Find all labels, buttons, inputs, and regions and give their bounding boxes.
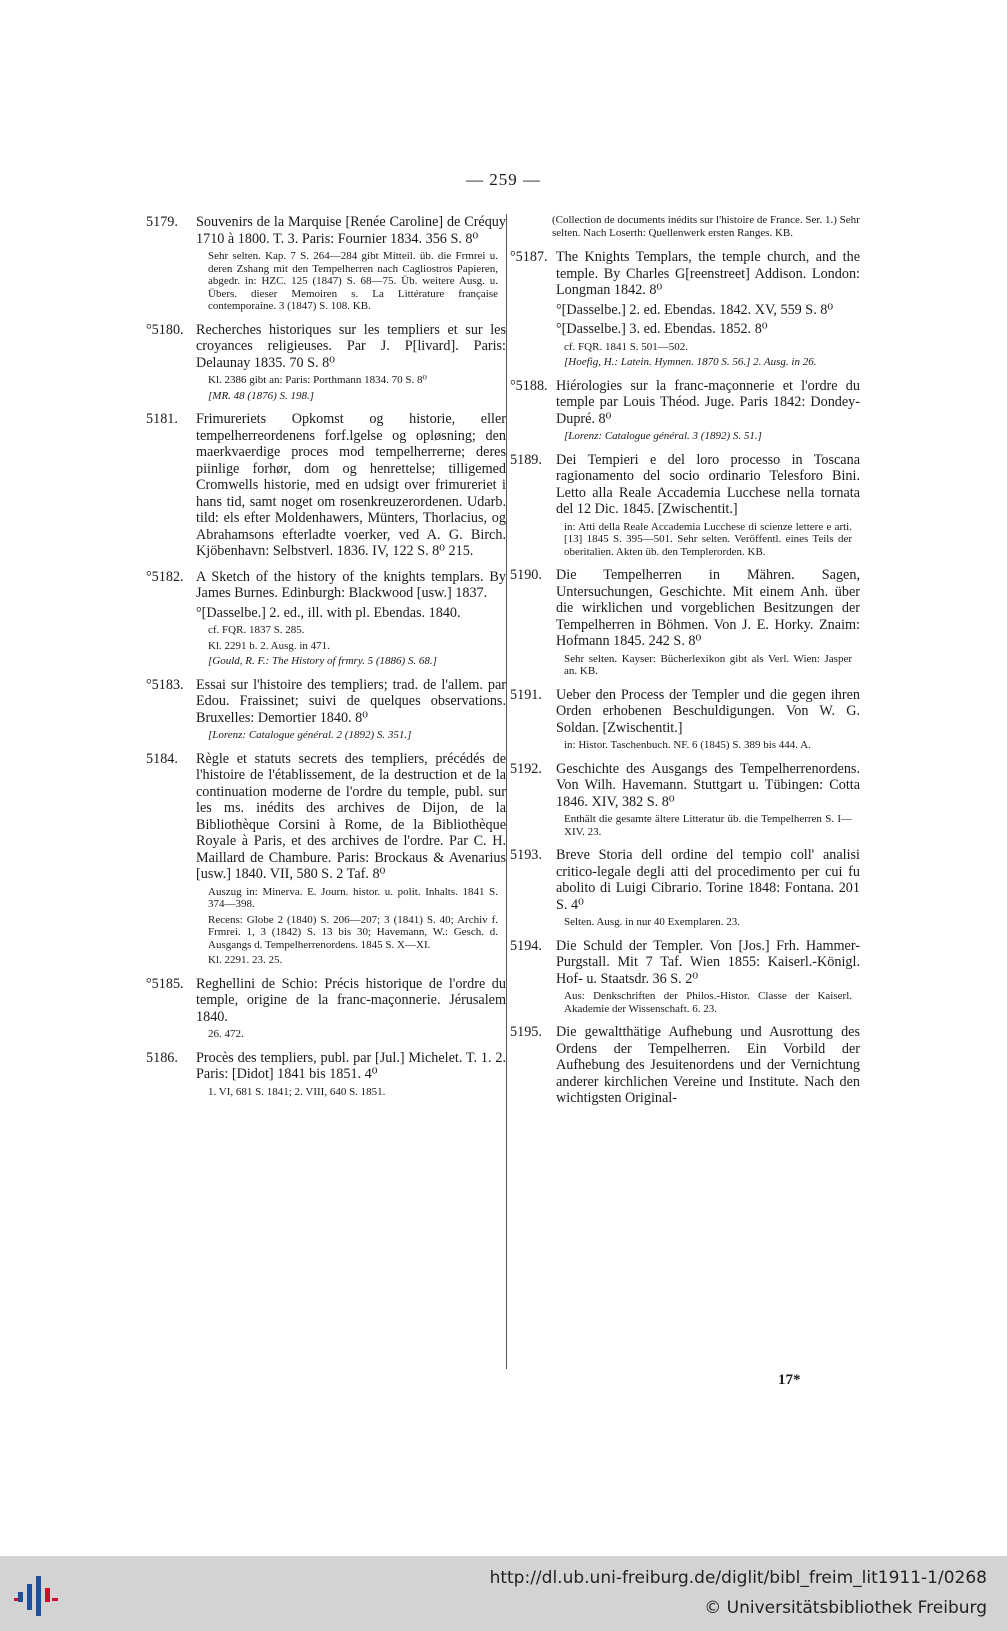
entry-number: 5191. [510,686,542,703]
bibliography-entry [148,1050,506,1099]
entry-number: °5185. [146,975,184,992]
bibliography-entry [148,569,506,668]
entry-edition: °[Dasselbe.] 3. ed. Ebendas. 1852. 8⁰ [556,321,768,337]
entry-number: °5180. [146,321,184,338]
bibliography-entry [512,687,860,752]
bibliography-entry [148,751,506,967]
entry-number: 5181. [146,411,178,427]
entry-number: 5179. [146,214,178,230]
bibliography-entry [512,378,860,443]
entry-title: Essai sur l'histoire des templiers; trad. de l'allem. par Edou. Fraissinet; suivi de quelques observations. Bruxelles: Demortier 1840. 8⁰ [196,676,506,726]
entry-title: Breve Storia dell ordine del tempio coll' analisi critico-legale degli atti del procedimento per cui fu abolito di Luigi Cibrario. Torine 1848: Fontana. 201 S. 4⁰ [556,847,860,913]
bibliography-entry [512,938,860,1016]
entry-number: 5195. [510,1024,542,1040]
entry-citation: [Hoefig, H.: Latein. Hymnen. 1870 S. 56.] 2. Ausg. in 26. [564,356,817,368]
entry-number: 5184. [146,750,178,767]
entry-note: in: Histor. Taschenbuch. NF. 6 (1845) S. 389 bis 444. A. [564,739,811,751]
entry-note: Selten. Ausg. in nur 40 Exemplaren. 23. [564,916,740,928]
entry-title: Dei Tempieri e del loro processo in Toscana ragionamento del socio ordinario Telesforo Bini. Letto alla Reale Accademia Lucchese nella tornata del 12 Dic. 1845. [Zwischentit.] [556,451,860,517]
bibliography-entry [148,677,506,742]
bibliography-entry [148,976,506,1041]
entry-number: 5186. [146,1049,178,1066]
entry-note: Sehr selten. Kap. 7 S. 264—284 gibt Mitteil. üb. die Frmrei u. deren Zshang mit den Tempelherren nach Cagliostros Papieren, abgedr. in: HZC. 125 (1847) S. 68—75. Üb. weitere Ausg. u. Übers. dieser Memoiren s. La Littérature française contemporaine. 3 (1847) S. 108. KB. [208,250,498,312]
entry-title: Hiérologies sur la franc-maçonnerie et l'ordre du temple par Louis Théod. Juge. Paris 1842: Dondey-Dupré. 8⁰ [556,377,860,427]
page-number: — 259 — [466,170,541,189]
entry-title: Frimureriets Opkomst og historie, eller tempelherreordenens forf.lgelse og opløsning; den maerkvaerdige proces mod tempelherrerne; deres piinlige forhør, dom og henrettelse; tilligemed Cromwells historie, med en udsigt over frimureriet i hans tid, samt noget om rosenkreuzerordenen. Udarb. tild: els efter Moldenhawers, Münters, Thorlacius, og Abrahamsons efterladte voerker, ved A. G. Birch. Kjöbenhavn: Selbstverl. 1836. IV, 122 S. 8⁰ 215. [196,411,506,559]
entry-note: Auszug in: Minerva. E. Journ. histor. u. polit. Inhalts. 1841 S. 374—398. [208,885,498,910]
continuation-note: (Collection de documents inédits sur l'histoire de France. Ser. 1.) Sehr selten. Nach Loserth: Quellenwerk ersten Ranges. KB. [552,214,860,239]
entry-note: Kl. 2386 gibt an: Paris: Porthmann 1834. 70 S. 8⁰ [208,374,427,386]
left-column [148,214,506,1107]
footer-bar [0,1556,1007,1631]
entry-number: 5189. [510,451,542,468]
entry-edition: °[Dasselbe.] 2. ed. Ebendas. 1842. XV, 559 S. 8⁰ [556,301,834,318]
entry-number: 5192. [510,760,542,777]
entry-number: °5182. [146,568,184,585]
source-url-link[interactable]: http://dl.ub.uni-freiburg.de/diglit/bibl_freim_lit1911-1/0268 [489,1568,987,1588]
bibliography-entry [512,847,860,929]
entry-number: 5194. [510,937,542,954]
entry-note: Kl. 2291. 23. 25. [208,954,283,966]
entry-title: Règle et statuts secrets des templiers, précédés de l'histoire de l'établissement, de la destruction et de la continuation moderne de l'ordre du temple, publ. sur les ms. inédits des archives de Dijon, de la Bibliothèque Corsini à Rome, de la Bibliothèque Royale à Paris, et des archives de l'ordre. Par C. H. Maillard de Chambure. Paris: Brockaus & Avenarius [usw.] 1840. VII, 580 S. 2 Taf. 8⁰ [196,750,506,882]
entry-note: in: Atti della Reale Accademia Lucchese di scienze lettere e arti. [13] 1845 S. 395—501. Sehr selten. Veröffentl. eines Teils der oberitalien. Akten üb. den Templerorden. KB. [564,520,852,558]
entry-title: Ueber den Process der Templer und die gegen ihren Orden erhobenen Beschuldigungen. Von W. G. Soldan. [Zwischentit.] [556,686,860,736]
right-column [512,214,860,1116]
entry-note: 1. VI, 681 S. 1841; 2. VIII, 640 S. 1851. [208,1085,386,1098]
entry-number: 5193. [510,847,542,863]
entry-citation: [Lorenz: Catalogue général. 3 (1892) S. 51.] [564,430,762,442]
entry-note: 26. 472. [208,1028,244,1040]
bibliography-entry [512,249,860,369]
bibliography-entry [148,214,506,313]
column-divider [506,214,507,1369]
entry-number: °5188. [510,377,548,394]
entry-note: cf. FQR. 1841 S. 501—502. [564,340,689,353]
signature-mark: 17* [778,1372,801,1388]
entry-note: cf. FQR. 1837 S. 285. [208,624,305,636]
entry-title: The Knights Templars, the temple church, and the temple. By Charles G[reenstreet] Addison. London: Longman 1842. 8⁰ [556,249,860,298]
entry-title: Die gewaltthätige Aufhebung und Ausrottung des Ordens der Tempelherren. Ein Vorbild der Aufhebung des Jesuitenordens und der Vernichtung anderer kirchlichen Vereine und Institute. Nach den wichtigsten Original- [556,1024,860,1106]
entry-number: °5187. [510,249,548,265]
entry-number: °5183. [146,676,184,693]
entry-note: Sehr selten. Kayser: Bücherlexikon gibt als Verl. Wien: Jasper an. KB. [564,652,852,677]
entry-title: Souvenirs de la Marquise [Renée Caroline] de Créquy 1710 à 1800. T. 3. Paris: Fournier 1834. 356 S. 8⁰ [196,214,506,247]
entry-note: Aus: Denkschriften der Philos.-Histor. Classe der Kaiserl. Akademie der Wissenschaft. 6. 23. [564,990,852,1015]
bibliography-entry [148,322,506,403]
entry-title: Geschichte des Ausgangs des Tempelherrenordens. Von Wilh. Havemann. Stuttgart u. Tübingen: Cotta 1846. XIV, 382 S. 8⁰ [556,760,860,810]
entry-title: A Sketch of the history of the knights templars. By James Burnes. Edinburgh: Blackwood [usw.] 1837. [196,568,506,601]
entry-title: Die Schuld der Templer. Von [Jos.] Frh. Hammer-Purgstall. Mit 7 Taf. Wien 1855: Kaiserl.-Königl. Hof- u. Staatsdr. 36 S. 2⁰ [556,937,860,987]
entry-title: Recherches historiques sur les templiers et sur les croyances religieuses. Par J. P[livard]. Paris: Delaunay 1835. 70 S. 8⁰ [196,321,506,371]
entry-number: 5190. [510,567,542,583]
library-logo-icon [14,1572,60,1618]
entry-note: Kl. 2291 b. 2. Ausg. in 471. [208,639,330,652]
entry-title: Procès des templiers, publ. par [Jul.] Michelet. T. 1. 2. Paris: [Didot] 1841 bis 1851. 4⁰ [196,1049,506,1082]
entry-citation: [MR. 48 (1876) S. 198.] [208,389,315,402]
entry-title: Reghellini de Schio: Précis historique de l'ordre du temple, origine de la franc-maçonnerie. Jérusalem 1840. [196,975,506,1025]
bibliography-entry [512,452,860,559]
entry-edition: °[Dasselbe.] 2. ed., ill. with pl. Ebendas. 1840. [196,604,461,621]
entry-note: Enthält die gesamte ältere Litteratur üb. die Tempelherren S. I—XIV. 23. [564,813,852,838]
entry-citation: [Lorenz: Catalogue général. 2 (1892) S. 351.] [208,729,412,741]
bibliography-entry [512,1024,860,1107]
bibliography-entry [512,567,860,678]
entry-citation: [Gould, R. F.: The History of frmry. 5 (1886) S. 68.] [208,655,437,667]
bibliography-entry [512,761,860,839]
bibliography-entry [148,411,506,560]
entry-title: Die Tempelherren in Mähren. Sagen, Untersuchungen, Geschichte. Mit einem Anh. über die wirklichen und vorgeblichen Besitzungen der Tempelherren in Böhmen. Von J. E. Horky. Znaim: Hofmann 1845. 242 S. 8⁰ [556,567,860,649]
entry-note: Recens: Globe 2 (1840) S. 206—207; 3 (1841) S. 40; Archiv f. Frmrei. 1, 3 (1842) S. 13 bis 30; Havemann, W.: Gesch. d. Ausgangs d. Tempelherrenordens. 1845 S. X—XI. [208,913,498,951]
copyright-text: © Universitätsbibliothek Freiburg [704,1598,987,1618]
